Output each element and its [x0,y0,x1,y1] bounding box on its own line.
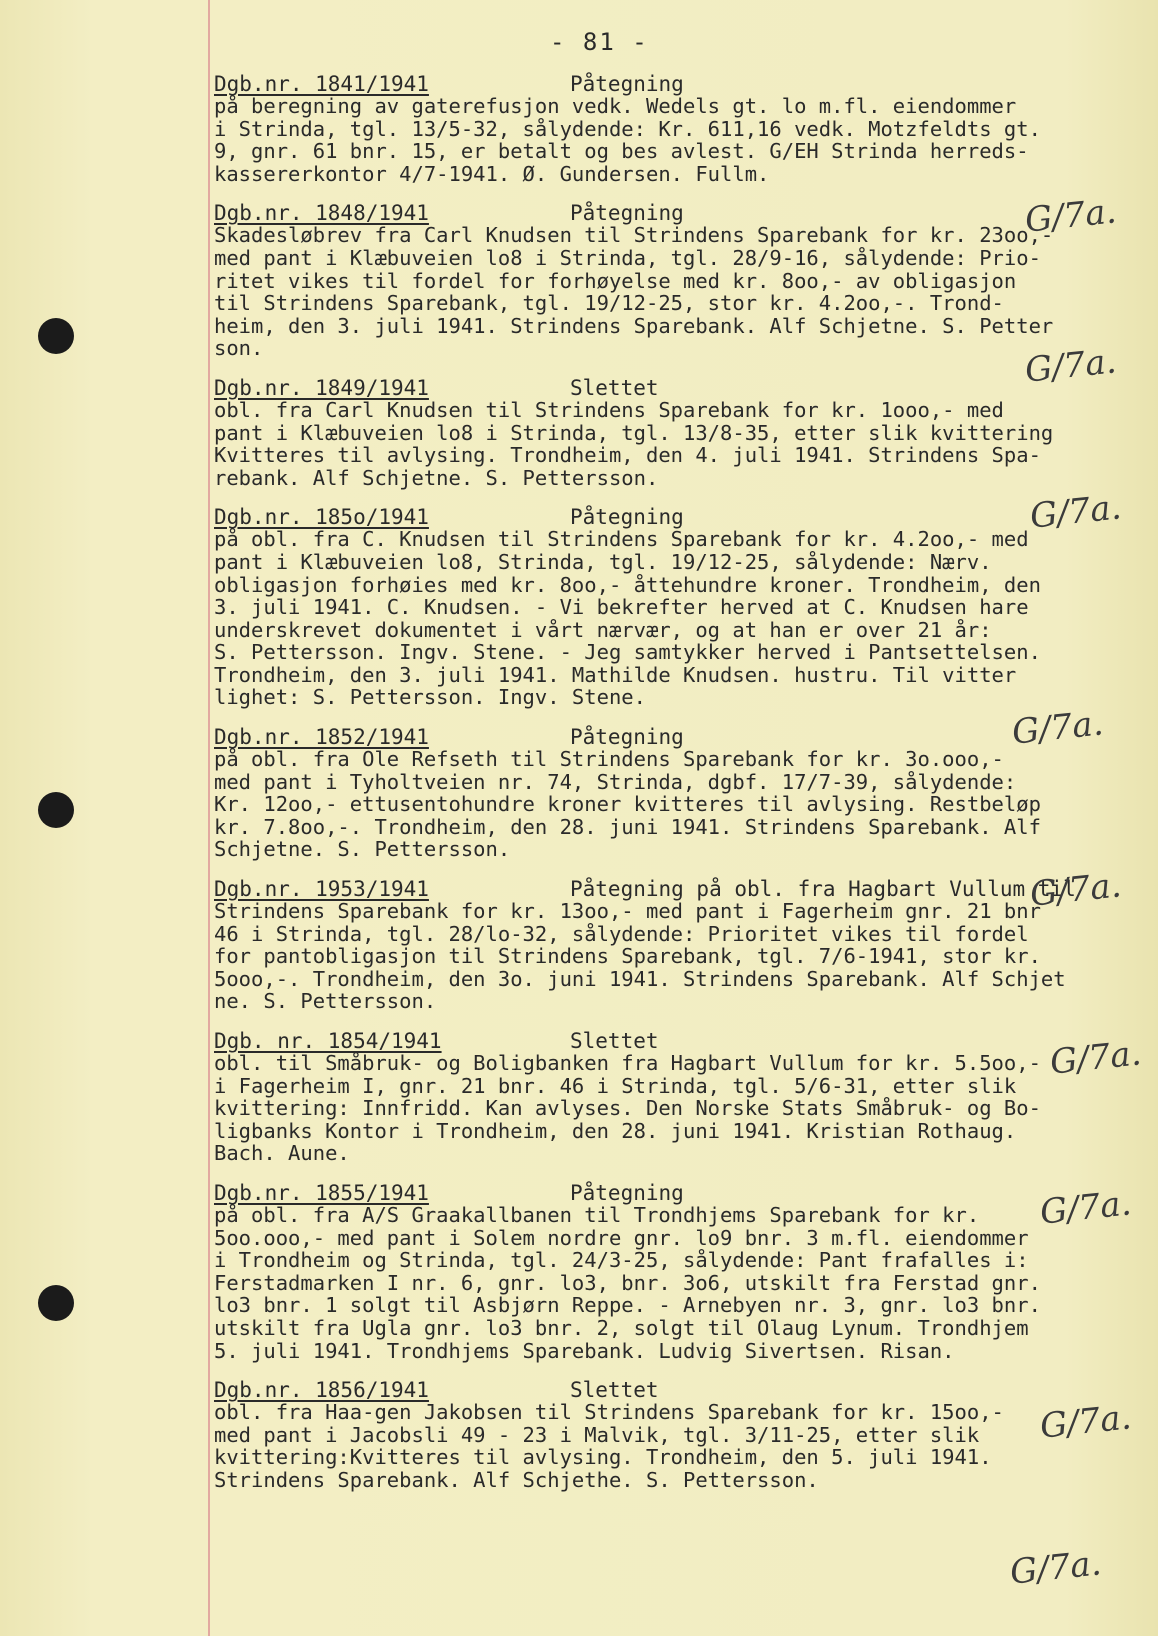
entry-header [214,505,1144,528]
initials-signoff: G/7a. [1038,1397,1134,1447]
ledger-entry [214,1181,1144,1362]
entry-text-line: på obl. fra C. Knudsen til Strindens Sparebank for kr. 4.2oo,- med [214,527,1029,552]
initials-signoff: G/7a. [1048,1033,1144,1083]
ledger-entry [214,505,1144,709]
ledger-entry [214,725,1144,861]
entry-type: Påtegning [570,1180,684,1205]
ledger-entry [214,376,1144,489]
entry-header [214,725,1144,748]
entry-text-line: obligasjon forhøies med kr. 8oo,- åttehundre kroner. Trondheim, den [214,572,1041,597]
entry-text-line: med pant i Jacobsli 49 - 23 i Malvik, tgl. 3/11-25, etter slik [214,1422,980,1447]
initials-signoff: G/7a. [1038,1183,1134,1233]
entry-header [214,376,1144,399]
entry-number: Dgb.nr. 185o/1941 [214,505,429,530]
entry-text-line: med pant i Tyholtveien nr. 74, Strinda, dgbf. 17/7-39, sålydende: [214,769,1017,794]
entry-text-line: med pant i Klæbuveien lo8 i Strinda, tgl. 28/9-16, sålydende: Prio- [214,245,1041,270]
entry-number: Dgb.nr. 1849/1941 [214,375,429,400]
entry-text-line: lighet: S. Pettersson. Ingv. Stene. [214,685,646,710]
binder-hole [38,1285,74,1321]
entry-header [214,72,1144,95]
ledger-entry [214,201,1144,360]
entry-text-line: Bach. Aune. [214,1141,350,1166]
entry-type: Påtegning [570,72,684,96]
entry-text-line: i Strinda, tgl. 13/5-32, sålydende: Kr. 611,16 vedk. Motzfeldts gt. [214,116,1041,141]
ledger-entry [214,877,1144,1013]
entry-number: Dgb.nr. 1855/1941 [214,1180,429,1205]
entry-header [214,877,1144,900]
entry-text-line: ritet vikes til fordel for forhøyelse med kr. 8oo,- av obligasjon [214,268,1017,293]
entry-text-line: obl. fra Carl Knudsen til Strindens Sparebank for kr. 1ooo,- med [214,397,1004,422]
initials-signoff: G/7a. [1028,487,1124,537]
entries-list [214,72,1144,1508]
entry-text-line: Kr. 12oo,- ettusentohundre kroner kvitteres til avlysing. Restbeløp [214,792,1041,817]
entry-text-line: på obl. fra Ole Refseth til Strindens Sparebank for kr. 3o.ooo,- [214,747,1004,772]
entry-text-line: obl. til Småbruk- og Boligbanken fra Hagbart Vullum for kr. 5.5oo,- [214,1051,1041,1075]
entry-header [214,1378,1144,1401]
entry-text-line: pant i Klæbuveien lo8, Strinda, tgl. 19/12-25, sålydende: Nærv. [214,549,992,574]
entry-text-line: på obl. fra A/S Graakallbanen til Trondhjems Sparebank for kr. [214,1202,980,1227]
entry-text-line: Kvitteres til avlysing. Trondheim, den 4. juli 1941. Strindens Spa- [214,443,1041,468]
entry-text-line: 46 i Strinda, tgl. 28/lo-32, sålydende: Prioritet vikes til fordel [214,921,1029,946]
entry-text-line: underskrevet dokumentet i vårt nærvær, og at han er over 21 år: [214,617,992,642]
entry-text-line: ligbanks Kontor i Trondheim, den 28. juni 1941. Kristian Rothaug. [214,1118,1017,1143]
entry-number: Dgb.nr. 1852/1941 [214,725,429,750]
entry-text-line: Schjetne. S. Pettersson. [214,837,511,862]
entry-number: Dgb. nr. 1854/1941 [214,1029,442,1053]
entry-type: Påtegning [570,505,684,530]
entry-text-line: ne. S. Pettersson. [214,989,437,1014]
entry-text-line: 3. juli 1941. C. Knudsen. - Vi bekrefter herved at C. Knudsen hare [214,595,1029,620]
entry-number: Dgb.nr. 1953/1941 [214,877,429,902]
entry-type: Påtegning på obl. fra Hagbart Vullum til [570,877,1076,902]
entry-text-line: Skadesløbrev fra Carl Knudsen til Strindens Sparebank for kr. 23oo,- [214,223,1054,248]
entry-text-line: Strindens Sparebank for kr. 13oo,- med pant i Fagerheim gnr. 21 bnr [214,899,1041,924]
entry-text-line: 5. juli 1941. Trondhjems Sparebank. Ludvig Sivertsen. Risan. [214,1338,955,1363]
entry-text-line: obl. fra Haa-gen Jakobsen til Strindens Sparebank for kr. 15oo,- [214,1400,1004,1425]
entry-text-line: son. [214,336,264,361]
entry-text-line: rebank. Alf Schjetne. S. Pettersson. [214,465,659,490]
entry-text-line: på beregning av gaterefusjon vedk. Wedels gt. lo m.fl. eiendommer [214,94,1017,118]
entry-header [214,1029,1144,1052]
entry-number: Dgb.nr. 1848/1941 [214,201,429,226]
entry-type: Slettet [570,1029,659,1053]
page-number: - 81 - [550,28,649,56]
entry-text-line: utskilt fra Ugla gnr. lo3 bnr. 2, solgt til Olaug Lynum. Trondhjem [214,1315,1029,1340]
initials-signoff: G/7a. [1010,703,1106,753]
entry-text-line: 5ooo,-. Trondheim, den 3o. juni 1941. Strindens Sparebank. Alf Schjet [214,966,1066,991]
entry-text-line: kr. 7.8oo,-. Trondheim, den 28. juni 1941. Strindens Sparebank. Alf [214,814,1041,839]
entry-header [214,1181,1144,1204]
entry-number: Dgb.nr. 1841/1941 [214,72,429,96]
entry-text-line: 5oo.ooo,- med pant i Solem nordre gnr. lo9 bnr. 3 m.fl. eiendommer [214,1225,1029,1250]
entry-text-line: kvittering: Innfridd. Kan avlyses. Den Norske Stats Småbruk- og Bo- [214,1096,1041,1121]
entry-type: Slettet [570,375,659,400]
margin-rule [208,0,210,1636]
entry-text-line: kvittering:Kvitteres til avlysing. Trondheim, den 5. juli 1941. [214,1445,992,1470]
entry-text-line: i Fagerheim I, gnr. 21 bnr. 46 i Strinda, tgl. 5/6-31, etter slik [214,1073,1017,1098]
entry-text-line: heim, den 3. juli 1941. Strindens Sparebank. Alf Schjetne. S. Petter [214,313,1054,338]
entry-text-line: til Strindens Sparebank, tgl. 19/12-25, stor kr. 4.2oo,-. Trond- [214,291,1004,316]
initials-signoff: G/7a. [1008,1543,1104,1593]
entry-text-line: kassererkontor 4/7-1941. Ø. Gundersen. Fullm. [214,161,770,186]
entry-type: Påtegning [570,201,684,226]
entry-text-line: pant i Klæbuveien lo8 i Strinda, tgl. 13/8-35, etter slik kvittering [214,420,1054,445]
initials-signoff: G/7a. [1028,865,1124,915]
entry-text-line: Ferstadmarken I nr. 6, gnr. lo3, bnr. 3o6, utskilt fra Ferstad gnr. [214,1270,1041,1295]
ledger-entry [214,1378,1144,1491]
binder-hole [38,792,74,828]
binder-hole [38,318,74,354]
entry-type: Påtegning [570,725,684,750]
entry-header [214,201,1144,224]
initials-signoff: G/7a. [1023,191,1119,241]
ledger-entry [214,1029,1144,1165]
entry-text-line: 9, gnr. 61 bnr. 15, er betalt og bes avlest. G/EH Strinda herreds- [214,139,1029,164]
entry-text-line: Strindens Sparebank. Alf Schjethe. S. Pettersson. [214,1467,819,1492]
entry-text-line: S. Pettersson. Ingv. Stene. - Jeg samtykker herved i Pantsettelsen. [214,640,1041,665]
initials-signoff: G/7a. [1023,341,1119,391]
entry-text-line: i Trondheim og Strinda, tgl. 24/3-25, sålydende: Pant frafalles i: [214,1248,1029,1273]
entry-number: Dgb.nr. 1856/1941 [214,1378,429,1403]
entry-type: Slettet [570,1378,659,1403]
ledger-entry [214,72,1144,185]
entry-text-line: for pantobligasjon til Strindens Sparebank, tgl. 7/6-1941, stor kr. [214,944,1041,969]
entry-text-line: Trondheim, den 3. juli 1941. Mathilde Knudsen. hustru. Til vitter [214,662,1017,687]
entry-text-line: lo3 bnr. 1 solgt til Asbjørn Reppe. - Arnebyen nr. 3, gnr. lo3 bnr. [214,1293,1041,1318]
